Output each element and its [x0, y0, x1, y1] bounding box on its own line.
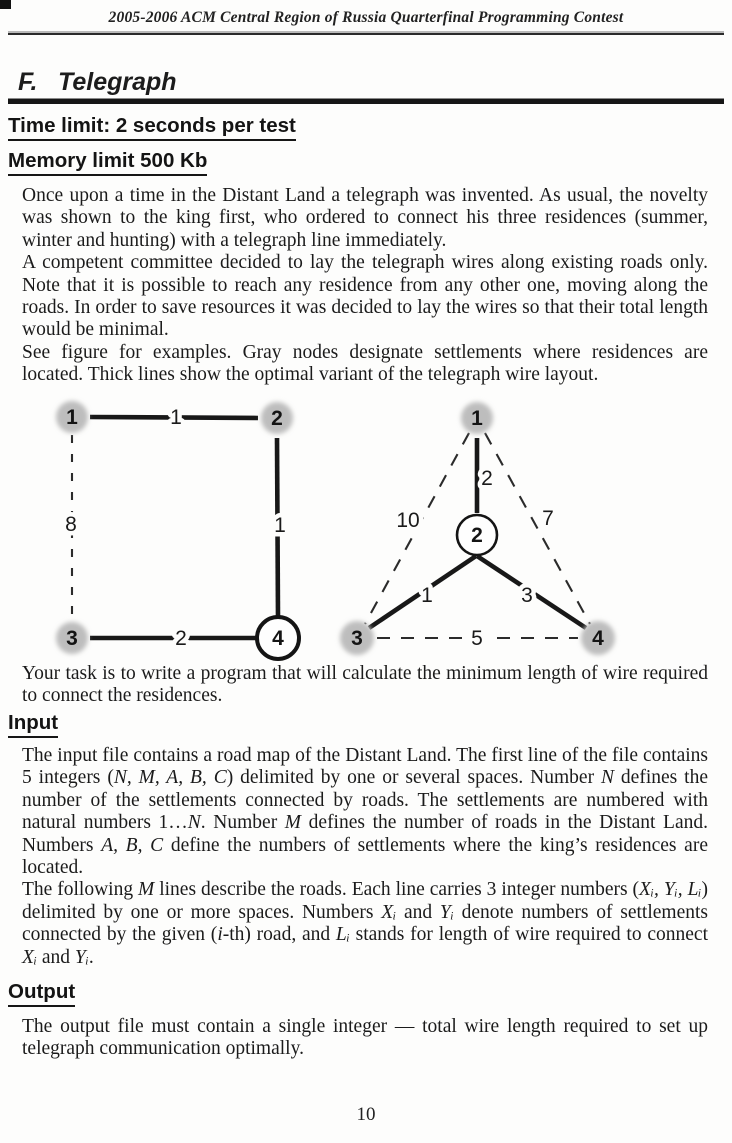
var-yi: Yᵢ — [439, 901, 454, 923]
output-heading-text: Output — [8, 980, 75, 1007]
right-edge-label-1-3: 10 — [396, 509, 420, 532]
input-paragraph-2 — [22, 879, 708, 969]
memory-limit-heading — [8, 149, 207, 173]
statement-paragraph-3: See figure for examples. Gray nodes designate settlements where residences are located. Thick lines show the optimal variant of the telegraph wire layout. — [22, 341, 708, 386]
problem-letter: F. — [18, 68, 38, 96]
example-figures — [0, 392, 732, 664]
input-heading-text: Input — [8, 711, 58, 738]
right-node-label-1: 1 — [471, 407, 483, 430]
text-run: . — [88, 946, 94, 968]
left-node-label-2: 2 — [271, 407, 283, 430]
right-edge-label-1-4: 7 — [542, 507, 554, 530]
statement-paragraph-1: Once upon a time in the Distant Land a telegraph was invented. As usual, the novelty was shown to the king first, who ordered to connect his three residences (summer, winter and hunting) with a telegraph line immediately. — [22, 185, 708, 251]
task-section — [22, 663, 708, 708]
var-n: N — [187, 812, 201, 834]
memory-limit-text: Memory limit 500 Kb — [8, 149, 207, 176]
figure-right — [340, 402, 615, 655]
problem-title-text: Telegraph — [58, 68, 177, 96]
var-m: M — [138, 879, 155, 901]
right-edge-label-2-3: 1 — [421, 584, 433, 607]
var-yi: Yᵢ — [74, 946, 89, 968]
left-edge-label-3-4: 2 — [175, 627, 187, 650]
var-xi: Xᵢ — [381, 901, 397, 923]
input-paragraph-1 — [22, 745, 708, 879]
text-run: and — [37, 946, 75, 968]
task-paragraph: Your task is to write a program that will calculate the minimum length of wire required to connect the residences. — [22, 663, 708, 707]
right-node-label-4: 4 — [592, 627, 604, 650]
var-list-nmabc: N, M, A, B, C — [113, 767, 227, 789]
text-run: define the numbers of settlements where the king’s residences are located. — [22, 834, 708, 879]
left-node-label-3: 3 — [66, 627, 78, 650]
figure-left — [56, 401, 299, 659]
text-run: lines describe the roads. Each line carries 3 integer numbers ( — [154, 879, 640, 901]
text-run: The following — [22, 879, 139, 901]
title-rule — [8, 99, 724, 104]
text-run: defines the number of roads in the Distant Land. Numbers — [22, 812, 708, 856]
text-run: and — [396, 901, 440, 923]
statement-paragraph-2: A competent committee decided to lay the telegraph wires along existing roads only. Note that it is possible to reach any residence from any other one, moving along the roads. In order to save resources it was decided to lay the wires so that their total length would be minimal. — [22, 252, 708, 341]
text-run: . Number — [200, 812, 285, 834]
problem-title — [18, 68, 177, 97]
text-run: ) delimited by one or several spaces. Number — [226, 767, 601, 789]
right-node-label-2: 2 — [471, 524, 483, 547]
text-run: stands for length of wire required to connect — [349, 924, 708, 946]
text-run: -th) road, and — [222, 924, 336, 946]
time-limit-heading — [8, 114, 296, 138]
text-run: denote numbers of settlements connected by the given ( — [22, 901, 709, 946]
input-heading — [8, 711, 58, 735]
time-limit-text: Time limit: 2 seconds per test — [8, 114, 296, 141]
page-number: 10 — [356, 1104, 376, 1125]
var-li: Lᵢ — [335, 924, 350, 946]
scan-corner-artifact — [0, 0, 11, 9]
header-rule — [8, 33, 724, 35]
statement-section — [22, 185, 708, 387]
input-section — [22, 745, 708, 969]
text-run: The input file contains a road map of the Distant Land. The first line of the file contains 5 integers ( — [22, 745, 708, 789]
right-node-label-3: 3 — [351, 627, 363, 650]
running-header: 2005-2006 ACM Central Region of Russia Quarterfinal Programming Contest — [108, 9, 624, 26]
left-edge-label-1-2: 1 — [170, 406, 182, 429]
text-run: defines the number of the settlements connected by roads. The settlements are numbered with natural numbers 1… — [22, 767, 708, 834]
output-section — [22, 1016, 708, 1061]
var-i: i — [217, 924, 223, 946]
var-m: M — [284, 812, 302, 834]
left-edge-label-1-3: 8 — [65, 513, 77, 536]
var-xi: Xᵢ — [22, 946, 37, 968]
var-xyl: Xᵢ, Yᵢ, Lᵢ — [639, 879, 702, 901]
var-abc: A, B, C — [101, 834, 164, 856]
output-heading — [8, 980, 75, 1004]
right-edge-label-1-2: 2 — [481, 467, 493, 490]
right-edge-label-3-4: 5 — [471, 627, 483, 650]
output-paragraph: The output file must contain a single integer — total wire length required to set up telegraph communication optimally. — [22, 1016, 708, 1060]
left-edge-label-2-4: 1 — [274, 514, 286, 537]
left-node-label-4: 4 — [272, 627, 284, 650]
text-run: ) delimited by one or more spaces. Numbers — [22, 879, 708, 923]
left-node-label-1: 1 — [66, 406, 78, 429]
var-n: N — [601, 767, 615, 789]
right-edge-label-2-4: 3 — [521, 584, 533, 607]
